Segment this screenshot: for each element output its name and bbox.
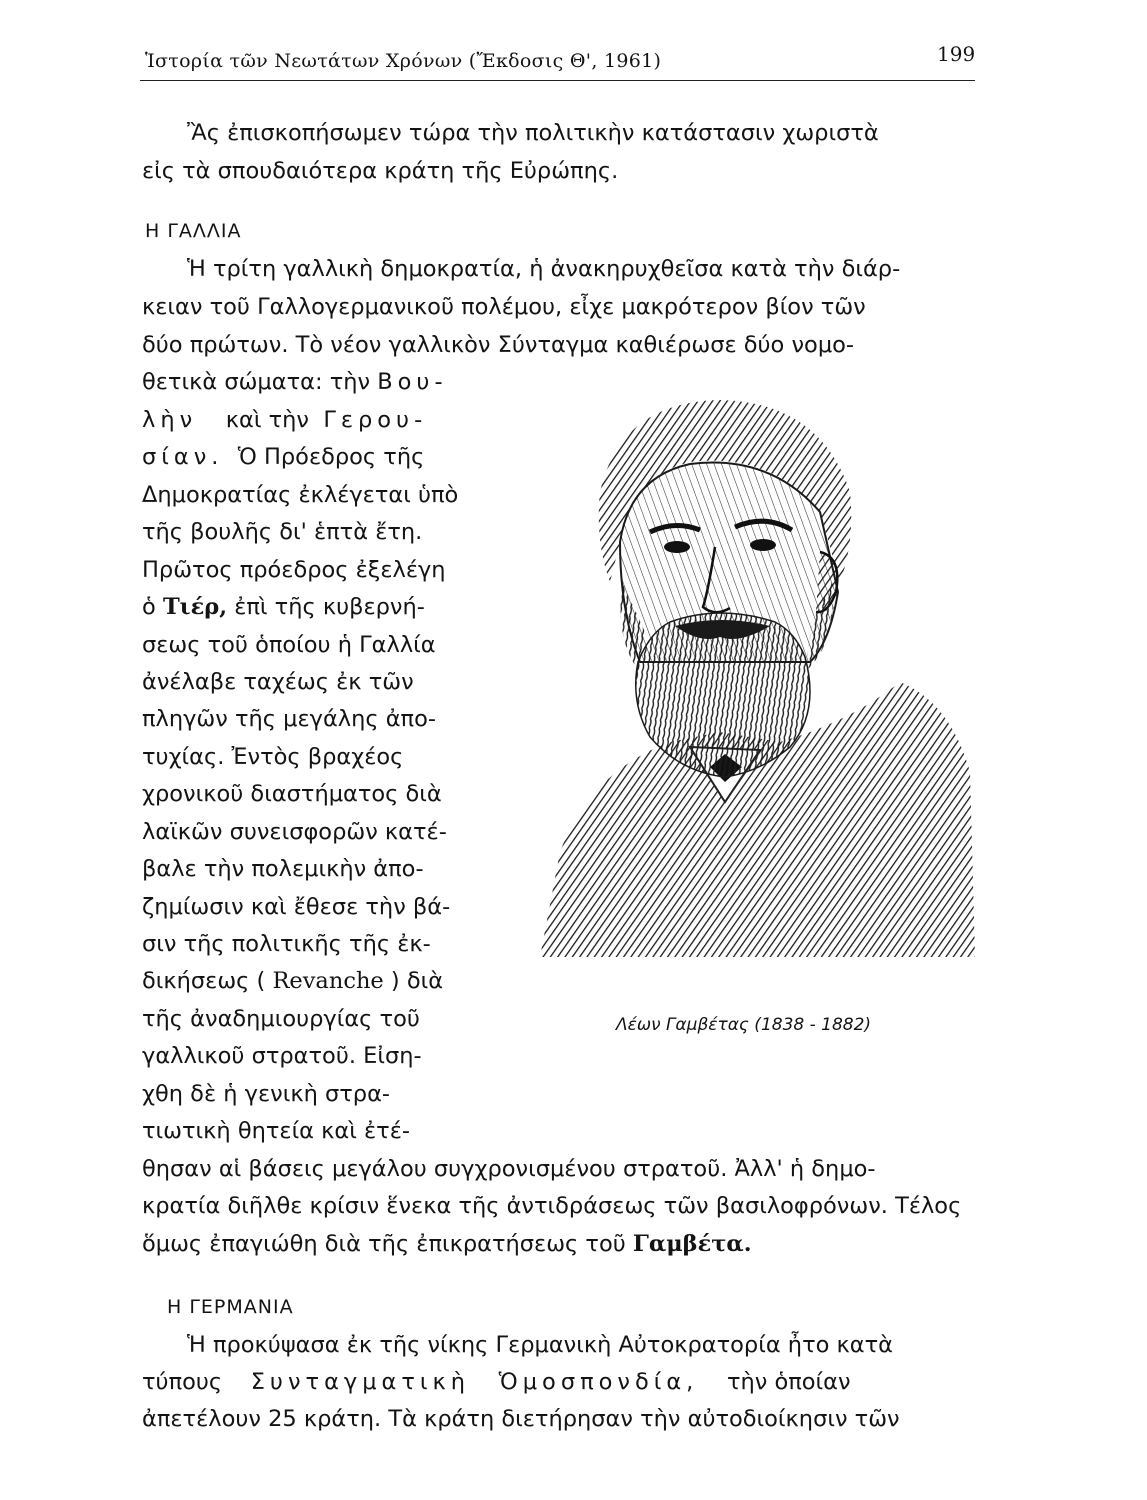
text-line: Ἡ τρίτη γαλλικὴ δημοκρατία, ἡ ἀνακηρυχθεῖσα κατὰ τὴν διάρ- <box>187 256 901 282</box>
text-line: σίαν. Ὁ Πρόεδρος τῆς <box>142 444 425 470</box>
text-line: θησαν αἱ βάσεις μεγάλου συγχρονισμένου στρατοῦ. Ἀλλ' ἡ δημο- <box>142 1156 876 1182</box>
page-number: 199 <box>937 42 976 66</box>
text-line: ὁ Τιέρ, ἐπὶ τῆς κυβερνή- <box>142 594 425 620</box>
text-line: Πρῶτος πρόεδρος ἐξελέγη <box>142 557 446 583</box>
text-line: τιωτικὴ θητεία καὶ ἐτέ- <box>142 1118 411 1144</box>
text-line: ὅμως ἐπαγιώθη διὰ τῆς ἐπικρατήσεως τοῦ Γαμβέτα. <box>142 1231 752 1257</box>
text-line: τυχίας. Ἐντὸς βραχέος <box>142 744 404 770</box>
portrait-engraving-icon <box>520 382 975 957</box>
text-line: τύπους Συνταγματικὴ Ὁμοσπονδία, τὴν ὁποίαν <box>142 1369 851 1395</box>
text-line: κειαν τοῦ Γαλλογερμανικοῦ πολέμου, εἶχε μακρότερον βίον τῶν <box>142 294 866 320</box>
text-line: χθη δὲ ἡ γενικὴ στρα- <box>142 1081 391 1107</box>
header-rule <box>140 80 975 81</box>
text-line: ἀπετέλουν 25 κράτη. Τὰ κράτη διετήρησαν τὴν αὐτοδιοίκησιν τῶν <box>142 1406 900 1432</box>
name-thiers: Τιέρ, <box>162 594 228 620</box>
text-line: κρατία διῆλθε κρίσιν ἕνεκα τῆς ἀντιδράσεως τῶν βασιλοφρόνων. Τέλος <box>142 1193 962 1219</box>
text-line: σεως τοῦ ὁποίου ἡ Γαλλία <box>142 632 436 658</box>
text-line: τῆς ἀναδημιουργίας τοῦ <box>142 1006 420 1032</box>
text-line: λὴν καὶ τὴν Γερου- <box>142 407 428 433</box>
section-heading-france: Η ΓΑΛΛΙΑ <box>145 220 242 242</box>
text-line: λαϊκῶν συνεισφορῶν κατέ- <box>142 819 447 845</box>
text-line: σιν τῆς πολιτικῆς τῆς ἐκ- <box>142 931 431 957</box>
text-line: δύο πρώτων. Τὸ νέον γαλλικὸν Σύνταγμα καθιέρωσε δύο νομο- <box>142 332 855 358</box>
text-line: γαλλικοῦ στρατοῦ. Εἰση- <box>142 1043 422 1069</box>
portrait-caption: Λέων Γαμβέτας (1838 - 1882) <box>616 1015 872 1035</box>
text-line: τῆς βουλῆς δι' ἑπτὰ ἔτη. <box>142 519 423 545</box>
text-line: Ἡ προκύψασα ἐκ τῆς νίκης Γερμανικὴ Αὐτοκρατορία ἦτο κατὰ <box>187 1332 894 1358</box>
text-line: ζημίωσιν καὶ ἔθεσε τὴν βά- <box>142 894 451 920</box>
intro-line-1: Ἂς ἐπισκοπήσωμεν τώρα τὴν πολιτικὴν κατάστασιν χωριστὰ <box>187 120 879 146</box>
text-line: θετικὰ σώματα: τὴν Βου- <box>142 369 448 395</box>
intro-line-2: εἰς τὰ σπουδαιότερα κράτη τῆς Εὐρώπης. <box>142 158 619 184</box>
text-line: δικήσεως ( Revanche ) διὰ <box>142 968 444 994</box>
text-line: πληγῶν τῆς μεγάλης ἀπο- <box>142 706 436 732</box>
running-title: Ἱστορία τῶν Νεωτάτων Χρόνων (Ἔκδοσις Θ', 1961) <box>145 50 662 72</box>
name-gambetta: Γαμβέτα. <box>632 1231 752 1257</box>
text-line: βαλε τὴν πολεμικὴν ἀπο- <box>142 856 424 882</box>
text-line: χρονικοῦ διαστήματος διὰ <box>142 781 442 807</box>
text-line: ἀνέλαβε ταχέως ἐκ τῶν <box>142 669 414 695</box>
section-heading-germany: Η ΓΕΡΜΑΝΙΑ <box>167 1296 294 1318</box>
text-line: Δημοκρατίας ἐκλέγεται ὑπὸ <box>142 482 459 508</box>
